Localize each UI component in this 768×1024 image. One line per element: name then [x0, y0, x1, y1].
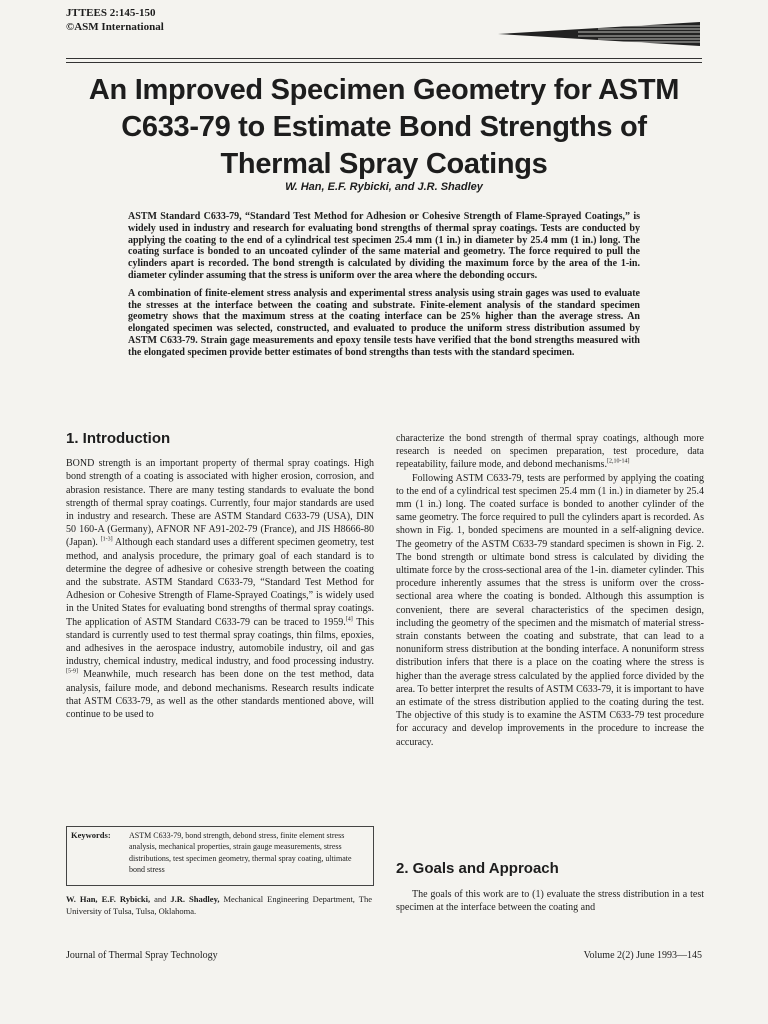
left-column [66, 430, 374, 721]
keywords-label: Keywords: [71, 830, 111, 840]
intro-paragraph [66, 457, 374, 721]
affiliation-and: and [150, 894, 171, 904]
paper-authors: W. Han, E.F. Rybicki, and J.R. Shadley [285, 181, 483, 193]
header-rule [66, 58, 702, 63]
abstract-paragraph-1: ASTM Standard C633-79, “Standard Test Method for Adhesion or Cohesive Strength of Flame-Sprayed Coatings,” is widely used in industry and research for evaluating bond strengths of thermal spray coatings. Tests are conducted by applying the coating to the end of a cylindrical test specimen 25.4 mm (1 in.) in diameter by 25.4 mm (1 in.) long. The coating surface is bonded to an uncoated cylinder of the same material and geometry. The force required to pull the cylinders apart is recorded. The bond strength is calculated by dividing the maximum force by the area of the 1-in. diameter cylinder assuming that the stress is uniform over the area where the debonding occurs. [128, 211, 640, 281]
keywords-box [66, 826, 374, 886]
affiliation-text: Mechanical Engineering Department, The University of Tulsa, Tulsa, Oklahoma. [66, 894, 372, 916]
intro-continued-text: characterize the bond strength of thermal spray coatings, although more research is needed on specimen preparation, test procedure, data repeatability, failure mode, and debond mechanisms. [396, 433, 704, 471]
section-heading-goals: 2. Goals and Approach [396, 860, 559, 877]
affiliation-name-3: J.R. Shadley, [170, 894, 220, 904]
citation: [1-3] [100, 537, 113, 544]
intro-paragraph-2: Following ASTM C633-79, tests are performed by applying the coating to the end of a cylindrical test specimen 25.4 mm (1 in.) in diameter by 25.4 mm (1 in.) long. The coated surface is bonded to another cylinder of the same geometry. The force required to pull the cylinders apart is recorded. As shown in Fig. 1, bonded specimens are mounted in a self-aligning device. The geometry of the ASTM C633-79 standard specimen is shown in Fig. 2. The bond strength or ultimate bond stress is calculated by dividing the ultimate force by the cross-sectional area of the 1-in. diameter cylinder. This procedure inherently assumes that the stress is uniform over the cross-sectional area where the coating is bonded. Although this assumption is convenient, there are several characteristics of the specimen design, including the geometry of the specimen and the mismatch of material stress-strain constants between the coating and substrate, that can lead to a nonuniform stress distribution at the bonding interface. A nonuniform stress distribution infers that there is a place on the coating where the stress is higher than the average stress calculated by the applied force divided by the area. To better interpret the results of ASTM C633-79, it is important to have an estimate of the stress distribution applied to the coating during the test. The objective of this study is to examine the ASTM C633-79 test procedure for accuracy and develop improvements in the procedure to increase the accuracy. [396, 472, 704, 748]
intro-text-a: strength is an important property of thermal spray coatings. High bond strength of a coating is associated with higher erosion, corrosion, and abrasion resistance. There are many testing standards to evaluate the bond strength of thermal spray coatings. Currently, four major standards are used in industry and research. These are ASTM Standard C633-79 (USA), DIN 50 160-A (Germany), AFNOR NF A91-202-79 (France), and JIS H8666-80 (Japan). [66, 458, 374, 549]
journal-code: JTTEES 2:145-150 [66, 7, 156, 19]
citation: [5-9] [66, 669, 78, 676]
intro-text-b: Although each standard uses a different specimen geometry, test method, and analysis procedure, the primary goal of each standard is to determine the degree of adhesive or cohesive strength between the coating and the substrate. ASTM Standard C633-79, “Standard Test Method for Adhesion or Cohesive Strength of Flame-Sprayed Coatings,” is widely used in the United States for evaluating bond strengths of thermal spray coatings. The application of ASTM Standard C633-79 can be traced to 1959. [66, 537, 374, 628]
intro-text-c: This standard is currently used to test thermal spray coatings, thin films, epoxies, and adhesives in the aerospace industry, automobile industry, oil and gas industry, chemical industry, medical industry, and food processing industry. [66, 616, 374, 668]
running-header [66, 6, 164, 34]
affiliation-names: W. Han, E.F. Rybicki, [66, 894, 151, 904]
section-heading-introduction: 1. Introduction [66, 430, 171, 447]
right-column [396, 432, 704, 749]
paper-title: An Improved Specimen Geometry for ASTM C633-79 to Estimate Bond Strengths of Thermal Spray Coatings [88, 74, 680, 180]
footer-journal: Journal of Thermal Spray Technology [66, 950, 218, 961]
footer-volume: Volume 2(2) June 1993—145 [583, 950, 702, 961]
citation: [4] [345, 616, 353, 623]
citation: [2,10-14] [606, 459, 630, 466]
author-affiliation [66, 893, 372, 917]
abstract-paragraph-2: A combination of finite-element stress analysis and experimental stress analysis using strain gages was used to evaluate the stresses at the interface between the coating and substrate. Finite-element analysis of the standard specimen geometry shows that the maximum stress at the coating interface can be 25% higher than the average stress. An elongated specimen was selected, constructed, and evaluated to produce the uniform stress distribution assumed by ASTM C633-79. Strain gage measurements and epoxy tensile tests have verified that the bond strengths measured with the elongated specimen provide better estimates of bond strengths than tests with the standard specimen. [128, 287, 640, 358]
goals-paragraph: The goals of this work are to (1) evaluate the stress distribution in a test specimen at the interface between the coating and [396, 889, 704, 914]
copyright-line: ©ASM International [66, 21, 164, 33]
header-decoration [498, 20, 700, 48]
intro-text-d: Meanwhile, much research has been done on the test method, data analysis, failure mode, and debond mechanisms. Research results indicate that ASTM C633-79, as well as the other standards mentioned above, will continue to be used to [66, 669, 374, 721]
lead-word: BOND [66, 458, 95, 470]
abstract [128, 211, 640, 365]
keywords-text: ASTM C633-79, bond strength, debond stress, finite element stress analysis, mechanical properties, strain gauge measurements, stress distributions, test specimen geometry, thermal spray coating, ultimate bond stress [129, 831, 352, 875]
intro-continued [396, 432, 704, 472]
